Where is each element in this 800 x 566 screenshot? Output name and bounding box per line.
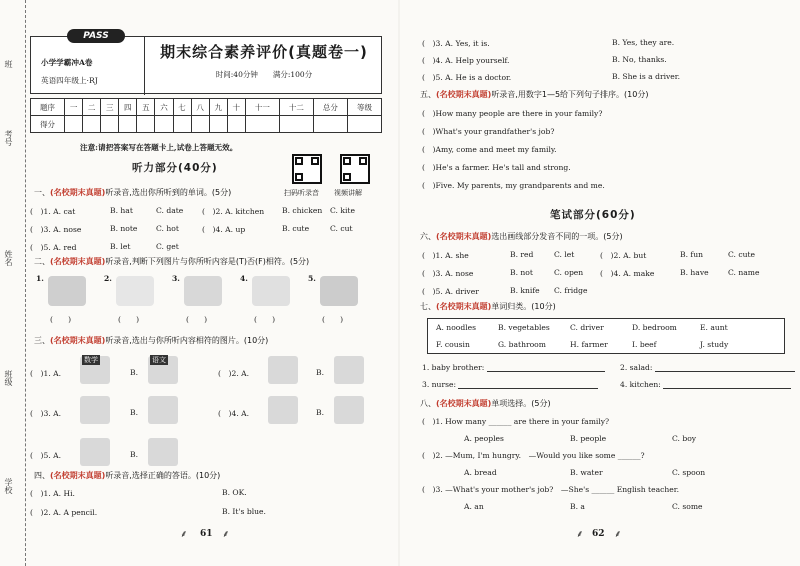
qr-code-audio[interactable] xyxy=(292,154,322,184)
s6-option: C. open xyxy=(554,268,584,277)
s1-option: B. cute xyxy=(282,224,310,233)
answer-bracket: ( ) xyxy=(254,315,276,324)
score-header-cell: 四 xyxy=(119,99,137,116)
s3-option: B. xyxy=(130,408,138,417)
right-page xyxy=(400,0,800,566)
s2-picture xyxy=(320,276,358,306)
score-cell[interactable] xyxy=(279,116,313,133)
score-header-cell: 等级 xyxy=(347,99,381,116)
series-name: 小学学霸冲A卷 xyxy=(41,58,93,67)
category-label: 4. kitchen: xyxy=(620,380,791,389)
s8-option: B. people xyxy=(570,434,607,443)
s4-option: ( )3. A. Yes, it is. xyxy=(422,39,490,48)
score-header-cell: 二 xyxy=(83,99,101,116)
s6-option: C. fridge xyxy=(554,286,588,295)
binding-gutter xyxy=(0,0,26,566)
s3-picture xyxy=(80,396,110,424)
exam-meta: 时间:40分钟 满分:100分 xyxy=(215,70,313,79)
score-header-cell: 十二 xyxy=(279,99,313,116)
section-6-heading: 六、(名校期末真题)选出画线部分发音不同的一项。(5分) xyxy=(420,232,623,241)
score-header-cell: 九 xyxy=(209,99,227,116)
exam-header xyxy=(30,31,382,94)
s4-option: B. Yes, they are. xyxy=(612,38,675,47)
score-cell[interactable] xyxy=(209,116,227,133)
category-label: 1. baby brother: xyxy=(422,363,605,372)
s3-picture xyxy=(148,438,178,466)
s2-picture xyxy=(252,276,290,306)
s4-option: B. It's blue. xyxy=(222,507,266,516)
s4-option: ( )1. A. Hi. xyxy=(30,489,75,498)
word-bank-item: H. farmer xyxy=(570,340,608,349)
category-label: 3. nurse: xyxy=(422,380,598,389)
tree-icon: ⸙ xyxy=(180,529,188,540)
s8-option: C. some xyxy=(672,502,703,511)
s2-picture xyxy=(48,276,86,306)
s2-number: 3. xyxy=(172,274,180,283)
s6-option: B. fun xyxy=(680,250,704,259)
s6-option: C. name xyxy=(728,268,760,277)
s3-picture xyxy=(80,438,110,466)
s8-option: A. peoples xyxy=(464,434,504,443)
page-number: 61 xyxy=(200,529,213,539)
s3-option: B. xyxy=(130,368,138,377)
s1-option: B. note xyxy=(110,224,138,233)
word-bank-item: B. vegetables xyxy=(498,323,550,332)
qr-label: 视频讲解 xyxy=(334,189,362,197)
s2-number: 4. xyxy=(240,274,248,283)
word-bank-item: D. bedroom xyxy=(632,323,677,332)
s1-option: C. date xyxy=(156,206,184,215)
word-bank-item: I. beef xyxy=(632,340,657,349)
score-cell[interactable] xyxy=(101,116,119,133)
s8-option: A. bread xyxy=(464,468,497,477)
s3-option: B. xyxy=(316,368,324,377)
score-cell[interactable] xyxy=(155,116,173,133)
score-header-cell: 一 xyxy=(65,99,83,116)
s1-option: ( )2. A. kitchen xyxy=(202,207,265,216)
s3-option: B. xyxy=(130,450,138,459)
s1-option: ( )1. A. cat xyxy=(30,207,76,216)
score-cell[interactable] xyxy=(245,116,279,133)
s8-option: B. water xyxy=(570,468,603,477)
s3-option: ( )5. A. xyxy=(30,451,62,460)
s1-option: ( )4. A. up xyxy=(202,225,246,234)
s4-option: B. OK. xyxy=(222,488,247,497)
section-5-heading: 五、(名校期末真题)听录音,用数字1—5给下列句子排序。(10分) xyxy=(420,90,649,99)
s1-option: C. cut xyxy=(330,224,353,233)
s5-item: ( )What's your grandfather's job? xyxy=(422,127,555,136)
s1-option: ( )5. A. red xyxy=(30,243,77,252)
answer-bracket: ( ) xyxy=(118,315,140,324)
score-header-cell: 七 xyxy=(173,99,191,116)
brand-logo: PASS xyxy=(67,29,125,43)
score-header-cell: 总分 xyxy=(313,99,347,116)
s1-option: B. let xyxy=(110,242,131,251)
s5-item: ( )How many people are there in your family? xyxy=(422,109,603,118)
section-7-heading: 七、(名校期末真题)单词归类。(10分) xyxy=(420,302,556,311)
s4-option: B. She is a driver. xyxy=(612,72,681,81)
s2-number: 2. xyxy=(104,274,112,283)
s6-option: B. have xyxy=(680,268,709,277)
s3-option: ( )2. A. xyxy=(218,369,250,378)
s5-item: ( )Amy, come and meet my family. xyxy=(422,145,557,154)
s1-option: B. chicken xyxy=(282,206,323,215)
s6-option: C. let xyxy=(554,250,575,259)
word-bank-item: F. cousin xyxy=(436,340,470,349)
s4-option: ( )4. A. Help yourself. xyxy=(422,56,510,65)
word-bank-item: A. noodles xyxy=(436,323,477,332)
section-3-heading: 三、(名校期末真题)听录音,选出与你所听内容相符的图片。(10分) xyxy=(34,336,269,345)
gutter-label: 学校 xyxy=(4,478,13,494)
grade-label: 英语四年级上·RJ xyxy=(41,76,98,85)
score-header-cell: 十一 xyxy=(245,99,279,116)
score-header-cell: 题序 xyxy=(31,99,65,116)
s6-option: B. knife xyxy=(510,286,540,295)
book-label: 数学 xyxy=(84,356,98,364)
s3-picture xyxy=(268,396,298,424)
s1-option: ( )3. A. nose xyxy=(30,225,82,234)
word-bank-item: J. study xyxy=(700,340,729,349)
s1-option: B. hat xyxy=(110,206,133,215)
score-cell[interactable] xyxy=(313,116,347,133)
s4-option: ( )2. A. A pencil. xyxy=(30,508,98,517)
s3-option: ( )3. A. xyxy=(30,409,62,418)
s8-question: ( )1. How many ______ are there in your family? xyxy=(422,417,610,426)
section-8-heading: 八、(名校期末真题)单项选择。(5分) xyxy=(420,399,551,408)
gutter-label: 考号 xyxy=(4,130,13,146)
s6-option: ( )2. A. but xyxy=(600,251,647,260)
s6-option: B. red xyxy=(510,250,534,259)
score-header-cell: 五 xyxy=(137,99,155,116)
tree-icon: ⸙ xyxy=(576,529,584,540)
qr-code-video[interactable] xyxy=(340,154,370,184)
score-cell[interactable] xyxy=(83,116,101,133)
gutter-label: 姓名 xyxy=(4,250,13,266)
score-table xyxy=(30,98,382,133)
s6-option: ( )1. A. she xyxy=(422,251,469,260)
section-4-heading: 四、(名校期末真题)听录音,选择正确的答语。(10分) xyxy=(34,471,221,480)
s3-option: B. xyxy=(316,408,324,417)
word-bank-item: G. bathroom xyxy=(498,340,546,349)
s8-option: B. a xyxy=(570,502,585,511)
page-number: 62 xyxy=(592,529,605,539)
s8-option: C. boy xyxy=(672,434,697,443)
section-1-heading: 一、(名校期末真题)听录音,选出你所听到的单词。(5分) xyxy=(34,188,232,197)
s8-option: A. an xyxy=(464,502,484,511)
notice: 注意:请把答案写在答题卡上,试卷上答题无效。 xyxy=(80,143,238,152)
score-header-cell: 八 xyxy=(191,99,209,116)
s2-number: 5. xyxy=(308,274,316,283)
tree-icon: ⸙ xyxy=(614,529,622,540)
s5-item: ( )Five. My parents, my grandparents and me. xyxy=(422,181,605,190)
s8-question: ( )2. —Mum, I'm hungry. —Would you like some ______? xyxy=(422,451,645,460)
left-page xyxy=(0,0,398,566)
score-cell[interactable] xyxy=(173,116,191,133)
answer-bracket: ( ) xyxy=(186,315,208,324)
s6-option: B. not xyxy=(510,268,533,277)
s5-item: ( )He's a farmer. He's tall and strong. xyxy=(422,163,571,172)
listening-title: 听力部分(40分) xyxy=(132,162,218,174)
gutter-label: 班 xyxy=(4,60,13,68)
s2-number: 1. xyxy=(36,274,44,283)
answer-bracket: ( ) xyxy=(50,315,72,324)
s1-option: C. hot xyxy=(156,224,179,233)
s8-question: ( )3. —What's your mother's job? —She's ______ English teacher. xyxy=(422,485,679,494)
writing-title: 笔试部分(60分) xyxy=(550,209,636,221)
qr-label: 扫码听录音 xyxy=(284,189,319,197)
score-cell[interactable] xyxy=(65,116,83,133)
score-header-cell: 十 xyxy=(227,99,245,116)
s6-option: ( )4. A. make xyxy=(600,269,655,278)
s6-option: ( )5. A. driver xyxy=(422,287,479,296)
score-cell[interactable] xyxy=(137,116,155,133)
s3-option: ( )4. A. xyxy=(218,409,250,418)
exam-title: 期末综合素养评价(真题卷一) xyxy=(160,43,368,61)
s3-option: ( )1. A. xyxy=(30,369,62,378)
s2-picture xyxy=(116,276,154,306)
book-label: 语文 xyxy=(152,356,166,364)
answer-bracket: ( ) xyxy=(322,315,344,324)
word-bank-item: E. aunt xyxy=(700,323,728,332)
s6-option: ( )3. A. nose xyxy=(422,269,474,278)
score-header-cell: 三 xyxy=(101,99,119,116)
s4-option: ( )5. A. He is a doctor. xyxy=(422,73,512,82)
score-cell[interactable] xyxy=(191,116,209,133)
section-2-heading: 二、(名校期末真题)听录音,判断下列图片与你所听内容是(T)否(F)相符。(5分) xyxy=(34,257,310,266)
s3-picture xyxy=(334,356,364,384)
s3-picture xyxy=(334,396,364,424)
score-header-cell: 六 xyxy=(155,99,173,116)
score-cell[interactable] xyxy=(227,116,245,133)
s1-option: C. get xyxy=(156,242,179,251)
tree-icon: ⸙ xyxy=(222,529,230,540)
s2-picture xyxy=(184,276,222,306)
word-bank-item: C. driver xyxy=(570,323,604,332)
category-label: 2. salad: xyxy=(620,363,795,372)
score-label: 得分 xyxy=(31,116,65,133)
s1-option: C. kite xyxy=(330,206,355,215)
s8-option: C. spoon xyxy=(672,468,706,477)
score-cell[interactable] xyxy=(347,116,381,133)
score-cell[interactable] xyxy=(119,116,137,133)
s3-picture xyxy=(148,396,178,424)
s4-option: B. No, thanks. xyxy=(612,55,667,64)
s3-picture xyxy=(268,356,298,384)
s6-option: C. cute xyxy=(728,250,756,259)
gutter-label: 班级 xyxy=(4,370,13,386)
